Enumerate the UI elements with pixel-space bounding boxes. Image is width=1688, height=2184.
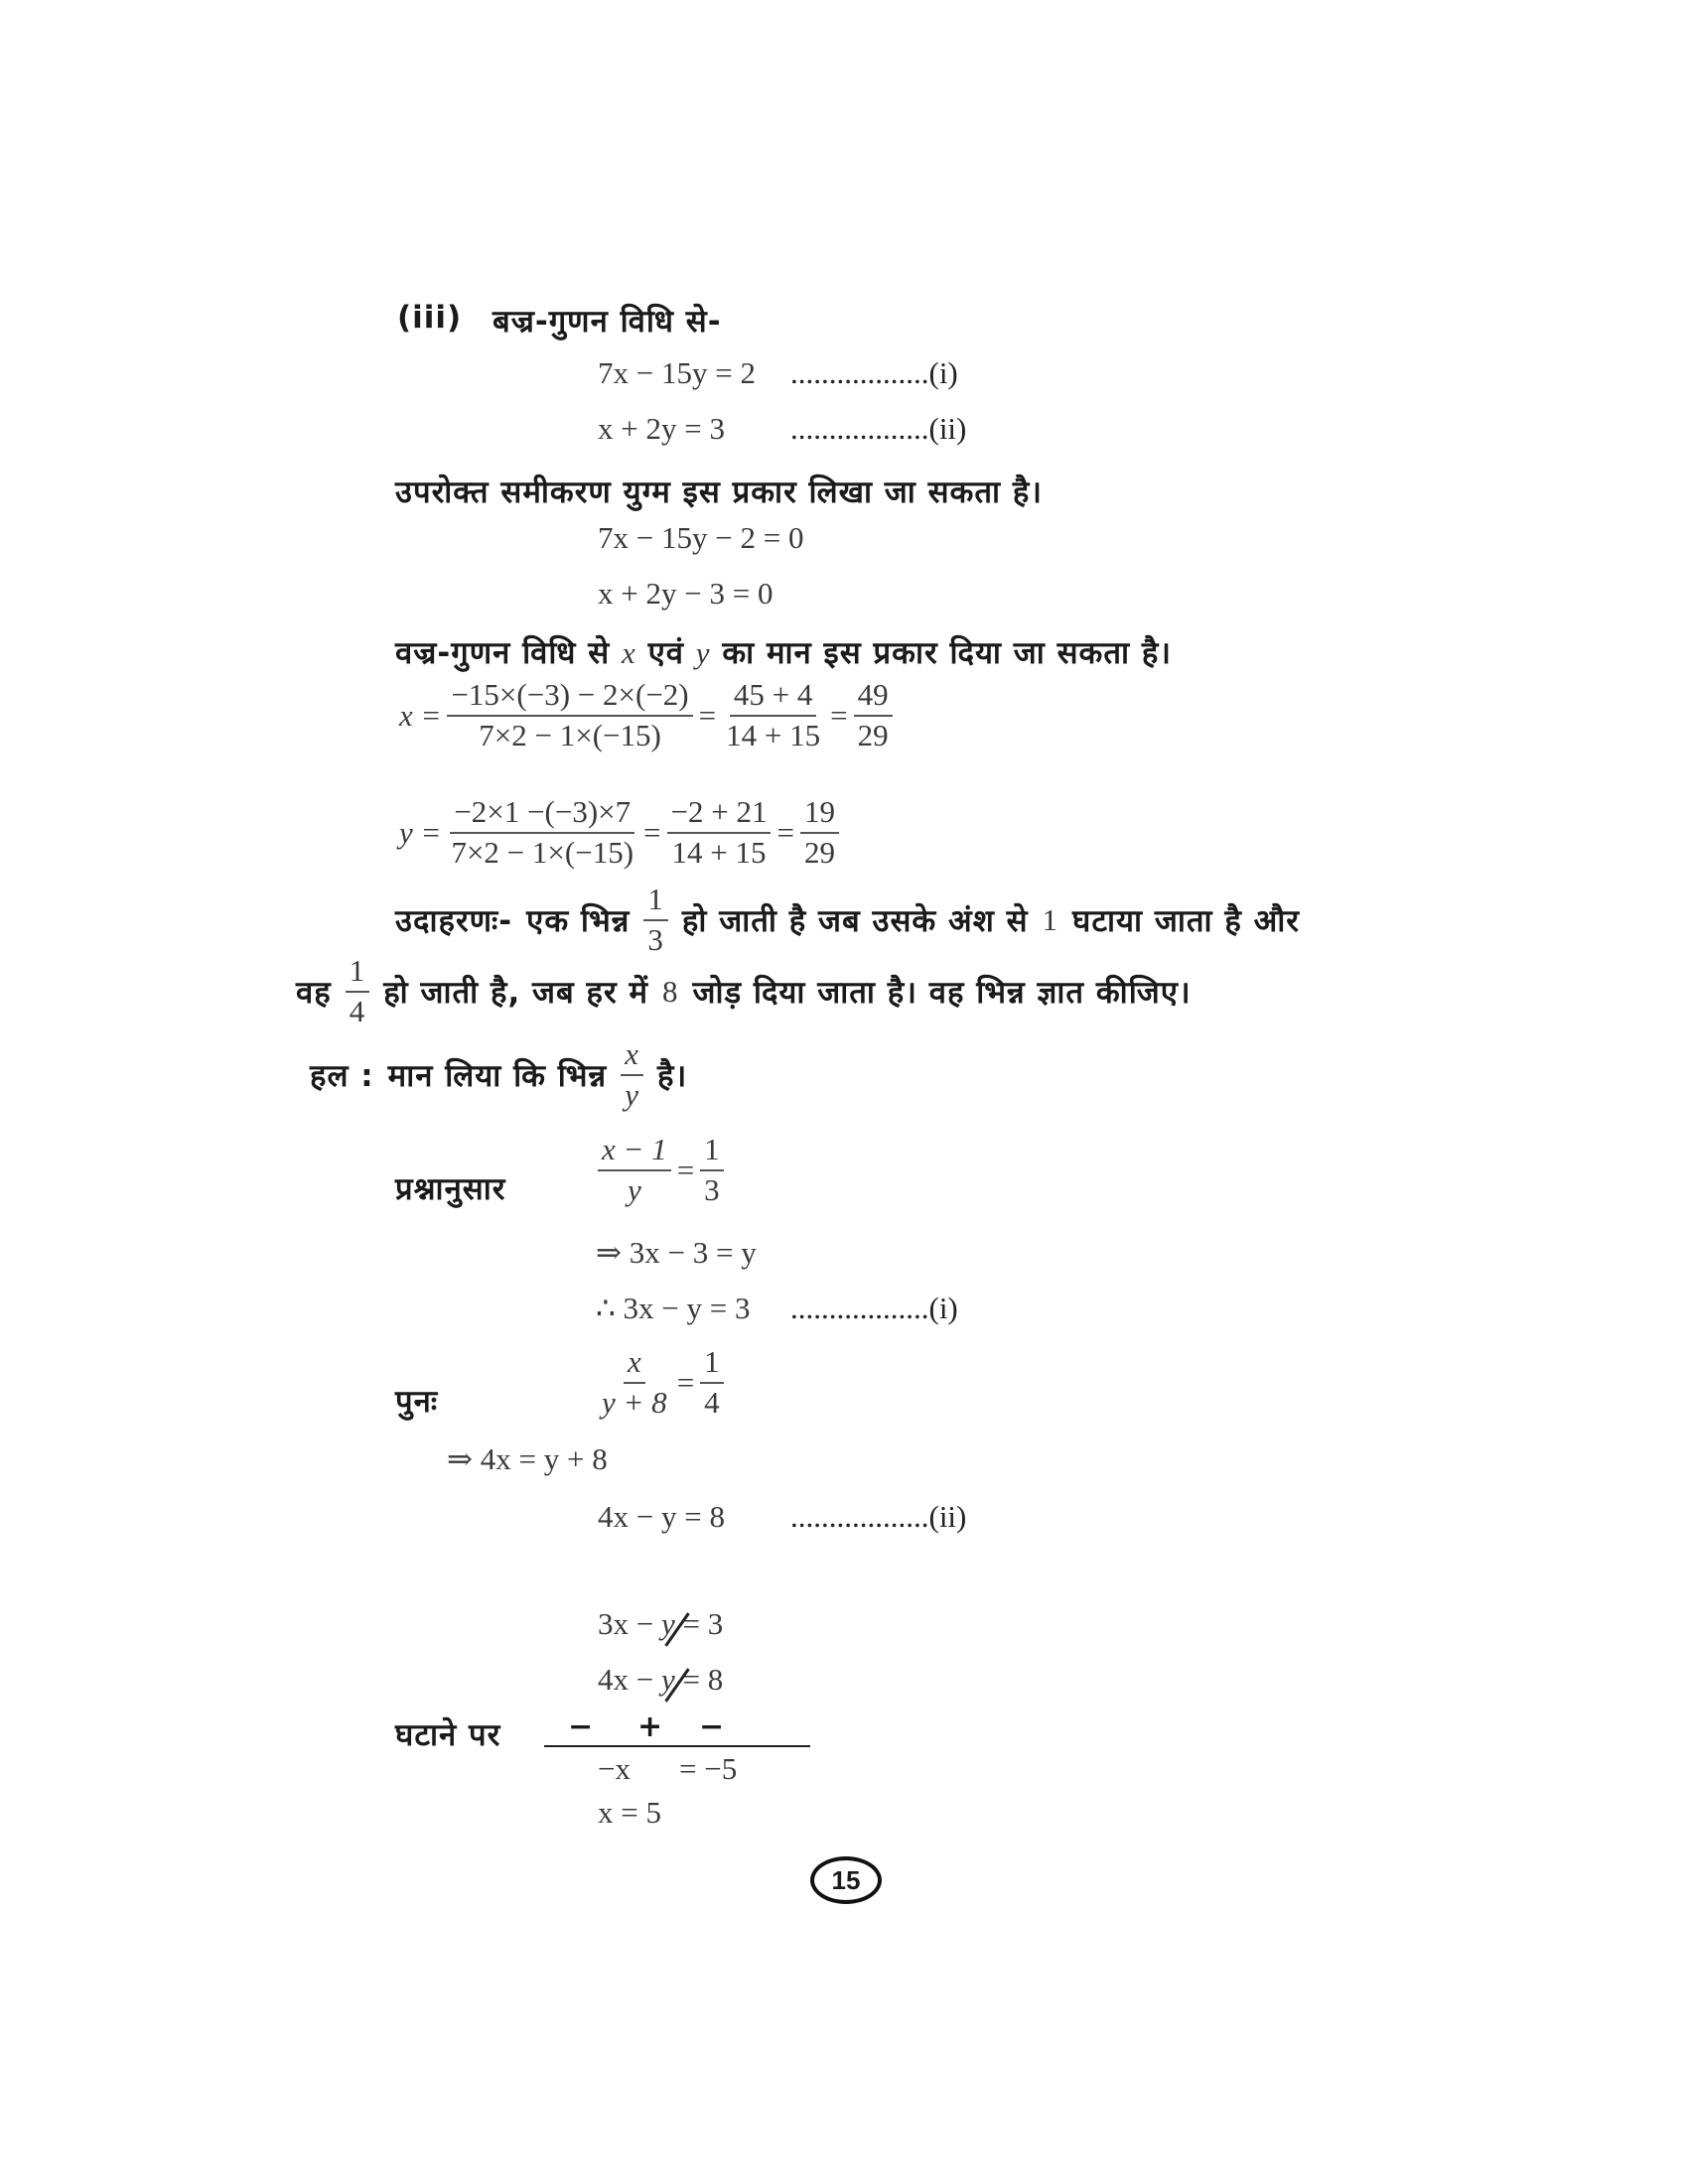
equation-b1: 7x − 15y − 2 = 0: [598, 520, 804, 555]
x-solution: [399, 679, 893, 751]
equation-a1-tag: ..................(i): [790, 355, 958, 390]
example-line2-start: वह: [296, 974, 332, 1011]
subtraction-row-2: [598, 1662, 723, 1698]
step1-rhs-num: 1: [700, 1134, 724, 1171]
step2-fraction-den: y + 8: [602, 1384, 667, 1420]
values-text-part2: का मान इस प्रकार दिया जा सकता है।: [722, 635, 1173, 671]
step1-fraction-den: y: [627, 1171, 641, 1207]
equals-sign: =: [776, 814, 794, 850]
subtraction-row1-y: y: [660, 1606, 675, 1641]
subtraction-row2-y: y: [660, 1662, 675, 1697]
sign-minus-2: −: [699, 1709, 726, 1744]
solution-fraction-num: x: [621, 1038, 643, 1076]
step1-label: प्रश्नानुसार: [395, 1171, 506, 1207]
y-solution: [399, 796, 839, 869]
equation-a2: x + 2y = 3: [598, 411, 725, 446]
page-number-badge: [810, 1856, 882, 1904]
section-heading: बज्र-गुणन विधि से-: [492, 304, 722, 340]
x-fraction-2-num: 45 + 4: [730, 679, 816, 717]
x-fraction-2: [722, 679, 824, 751]
example-line2-part2: जोड़ दिया जाता है। वह भिन्न ज्ञात कीजिए।: [692, 974, 1192, 1011]
example-fraction-2-den: 4: [349, 993, 366, 1028]
y-fraction-1-num: −2×1 −(−3)×7: [450, 796, 634, 834]
values-text-part1: वज्र-गुणन विधि से: [395, 635, 611, 671]
step1-equation: [598, 1134, 724, 1206]
subtraction-row1-b: = 3: [682, 1606, 724, 1641]
subtraction-row-1: [598, 1606, 723, 1642]
page-number: 15: [831, 1864, 861, 1895]
y-fraction-1-den: 7×2 − 1×(−15): [451, 834, 634, 870]
x-fraction-1-num: −15×(−3) − 2×(−2): [447, 679, 692, 717]
subtraction-label: घटाने पर: [395, 1717, 501, 1753]
step2-rhs-den: 4: [704, 1384, 720, 1420]
subtraction-row2-a: 4x −: [598, 1662, 654, 1697]
final-answer: x = 5: [598, 1795, 661, 1830]
subtraction-row2-b: = 8: [682, 1662, 724, 1697]
equation-a1: 7x − 15y = 2: [598, 355, 756, 390]
solution-fraction-den: y: [625, 1076, 639, 1112]
solution-text2: है।: [656, 1057, 688, 1094]
equation-b2: x + 2y − 3 = 0: [598, 576, 774, 611]
step1-fraction-num: x − 1: [598, 1134, 671, 1171]
equals-sign: =: [643, 814, 661, 850]
y-fraction-3-num: 19: [800, 796, 839, 834]
solution-text1: मान लिया कि भिन्न: [387, 1057, 608, 1094]
subtraction-result-a: −x: [598, 1751, 631, 1786]
step1-rhs-den: 3: [704, 1171, 720, 1207]
y-solution-lhs: y =: [399, 814, 442, 850]
x-fraction-1: [447, 679, 692, 751]
example-line-1: [395, 884, 1300, 956]
sign-minus-1: −: [568, 1709, 595, 1744]
var-y: y: [695, 635, 711, 670]
x-fraction-2-den: 14 + 15: [726, 717, 821, 752]
step2-rhs-fraction: [700, 1346, 724, 1419]
step1-line3-tag: ..................(i): [790, 1291, 958, 1325]
solution-intro: [310, 1038, 687, 1111]
example-fraction-1: [643, 884, 668, 956]
example-part2: हो जाती है जब उसके अंश से: [681, 902, 1029, 939]
step2-line2: ⇒ 4x = y + 8: [447, 1441, 608, 1476]
step2-line3: 4x − y = 8: [598, 1499, 725, 1534]
x-fraction-3-num: 49: [854, 679, 893, 717]
solution-label: हल :: [310, 1057, 374, 1094]
example-label: उदाहरणः-: [395, 902, 513, 939]
x-fraction-3: [854, 679, 893, 751]
example-fraction-1-den: 3: [647, 921, 664, 957]
example-eight: 8: [662, 973, 679, 1009]
values-text-and: एवं: [647, 635, 684, 671]
equals-sign: =: [830, 697, 848, 733]
example-part1: एक भिन्न: [526, 902, 631, 939]
equals-sign: =: [698, 697, 717, 733]
y-fraction-3: [800, 796, 839, 869]
step2-fraction: [598, 1346, 671, 1419]
step1-rhs-fraction: [700, 1134, 724, 1206]
example-one: 1: [1042, 901, 1059, 937]
x-fraction-1-den: 7×2 − 1×(−15): [479, 717, 661, 752]
x-fraction-3-den: 29: [857, 717, 889, 752]
sign-plus: +: [637, 1709, 664, 1744]
step2-line3-tag: ..................(ii): [790, 1499, 967, 1534]
step1-fraction: [598, 1134, 671, 1206]
step2-label: पुनः: [395, 1384, 439, 1420]
example-line-2: [296, 955, 1192, 1027]
example-part3: घटाया जाता है और: [1072, 902, 1300, 939]
solution-fraction: [621, 1038, 643, 1111]
example-fraction-2: [346, 955, 370, 1027]
subtraction-result-b: = −5: [679, 1751, 738, 1786]
step1-line2: ⇒ 3x − 3 = y: [596, 1235, 757, 1270]
example-line2-part1: हो जाती है, जब हर में: [383, 974, 649, 1011]
step2-fraction-num: x: [624, 1346, 645, 1384]
values-text: [395, 631, 1172, 673]
subtraction-rule: [544, 1745, 810, 1747]
var-x: x: [622, 635, 636, 670]
y-fraction-2-den: 14 + 15: [671, 834, 767, 870]
equation-a2-tag: ..................(ii): [790, 411, 967, 446]
rewrite-text: उपरोक्त समीकरण युग्म इस प्रकार लिखा जा सकता है।: [395, 475, 1044, 510]
equals-sign: =: [676, 1364, 695, 1400]
y-fraction-2: [667, 796, 772, 869]
section-label: (iii): [397, 300, 463, 336]
equals-sign: =: [676, 1152, 695, 1187]
y-fraction-1: [447, 796, 637, 869]
step1-line3: ∴ 3x − y = 3: [596, 1291, 751, 1325]
step2-equation: [598, 1346, 724, 1419]
x-solution-lhs: x =: [399, 697, 442, 733]
example-fraction-1-num: 1: [643, 884, 668, 921]
example-fraction-2-num: 1: [346, 955, 370, 993]
y-fraction-2-num: −2 + 21: [667, 796, 772, 834]
step2-rhs-num: 1: [700, 1346, 724, 1384]
subtraction-row1-a: 3x −: [598, 1606, 654, 1641]
y-fraction-3-den: 29: [803, 834, 835, 870]
